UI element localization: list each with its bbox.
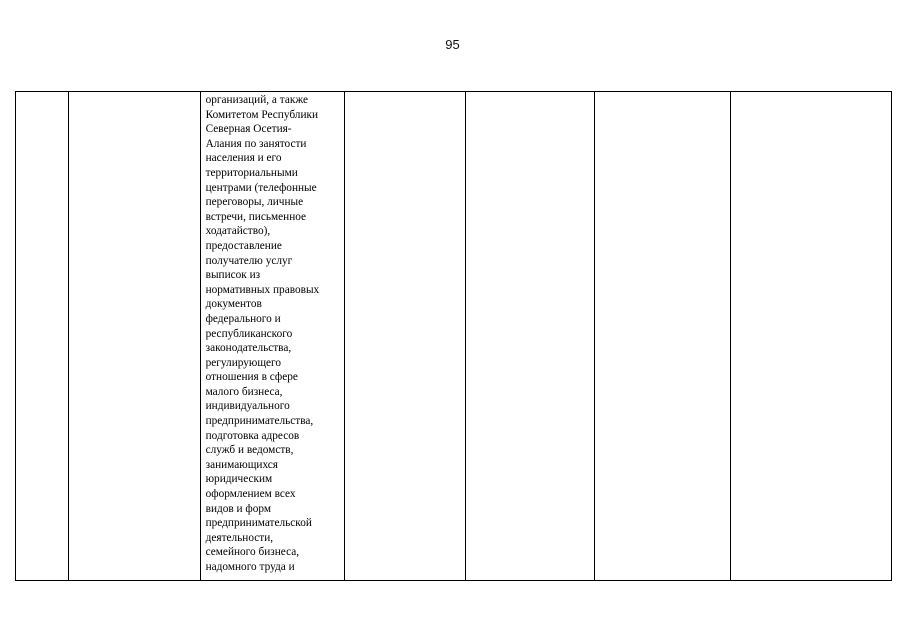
text-line: республиканского bbox=[205, 327, 293, 340]
text-line: Алания по занятости bbox=[205, 137, 307, 150]
text-line: занимающихся bbox=[205, 458, 278, 471]
text-line: организаций, а также bbox=[205, 94, 308, 106]
text-line: деятельности, bbox=[205, 531, 274, 544]
table-row bbox=[16, 92, 892, 581]
text-line: Комитетом Республики bbox=[205, 108, 319, 121]
text-line: семейного бизнеса, bbox=[205, 546, 300, 559]
text-line: юридическим bbox=[205, 473, 273, 486]
document-table bbox=[15, 91, 892, 581]
text-line: индивидуального bbox=[205, 400, 290, 413]
text-line: ходатайство), bbox=[205, 225, 271, 238]
table-cell-2 bbox=[69, 92, 200, 581]
text-line: оформлением всех bbox=[205, 488, 296, 501]
text-line: отношения в сфере bbox=[205, 371, 298, 384]
text-line: переговоры, личные bbox=[205, 196, 304, 209]
table-cell-1 bbox=[16, 92, 69, 581]
text-line: предпринимательства, bbox=[205, 415, 314, 428]
table-cell-4 bbox=[345, 92, 465, 581]
text-line: Северная Осетия- bbox=[205, 123, 292, 136]
text-line: законодательства, bbox=[205, 342, 292, 355]
text-line: встречи, письменное bbox=[205, 210, 307, 223]
text-line: предпринимательской bbox=[205, 517, 312, 530]
table-cell-description bbox=[200, 92, 344, 581]
text-line: подготовка адресов bbox=[205, 429, 300, 442]
text-line: регулирующего bbox=[205, 356, 282, 369]
text-line: служб и ведомств, bbox=[205, 444, 294, 457]
text-line: центрами (телефонные bbox=[205, 181, 317, 194]
text-line: надомного труда и bbox=[205, 561, 295, 573]
table-cell-5 bbox=[465, 92, 594, 581]
page-number: 95 bbox=[445, 37, 460, 52]
text-line: федерального и bbox=[205, 312, 281, 325]
text-line: нормативных правовых bbox=[205, 283, 320, 296]
text-line: предоставление bbox=[205, 239, 282, 252]
table-cell-7 bbox=[731, 92, 892, 581]
text-line: территориальными bbox=[205, 166, 298, 179]
table-cell-6 bbox=[594, 92, 730, 581]
text-line: документов bbox=[205, 298, 262, 311]
text-line: выписок из bbox=[205, 269, 261, 282]
text-line: получателю услуг bbox=[205, 254, 293, 267]
text-line: населения и его bbox=[205, 152, 282, 165]
text-line: малого бизнеса, bbox=[205, 385, 283, 398]
text-line: видов и форм bbox=[205, 502, 272, 515]
